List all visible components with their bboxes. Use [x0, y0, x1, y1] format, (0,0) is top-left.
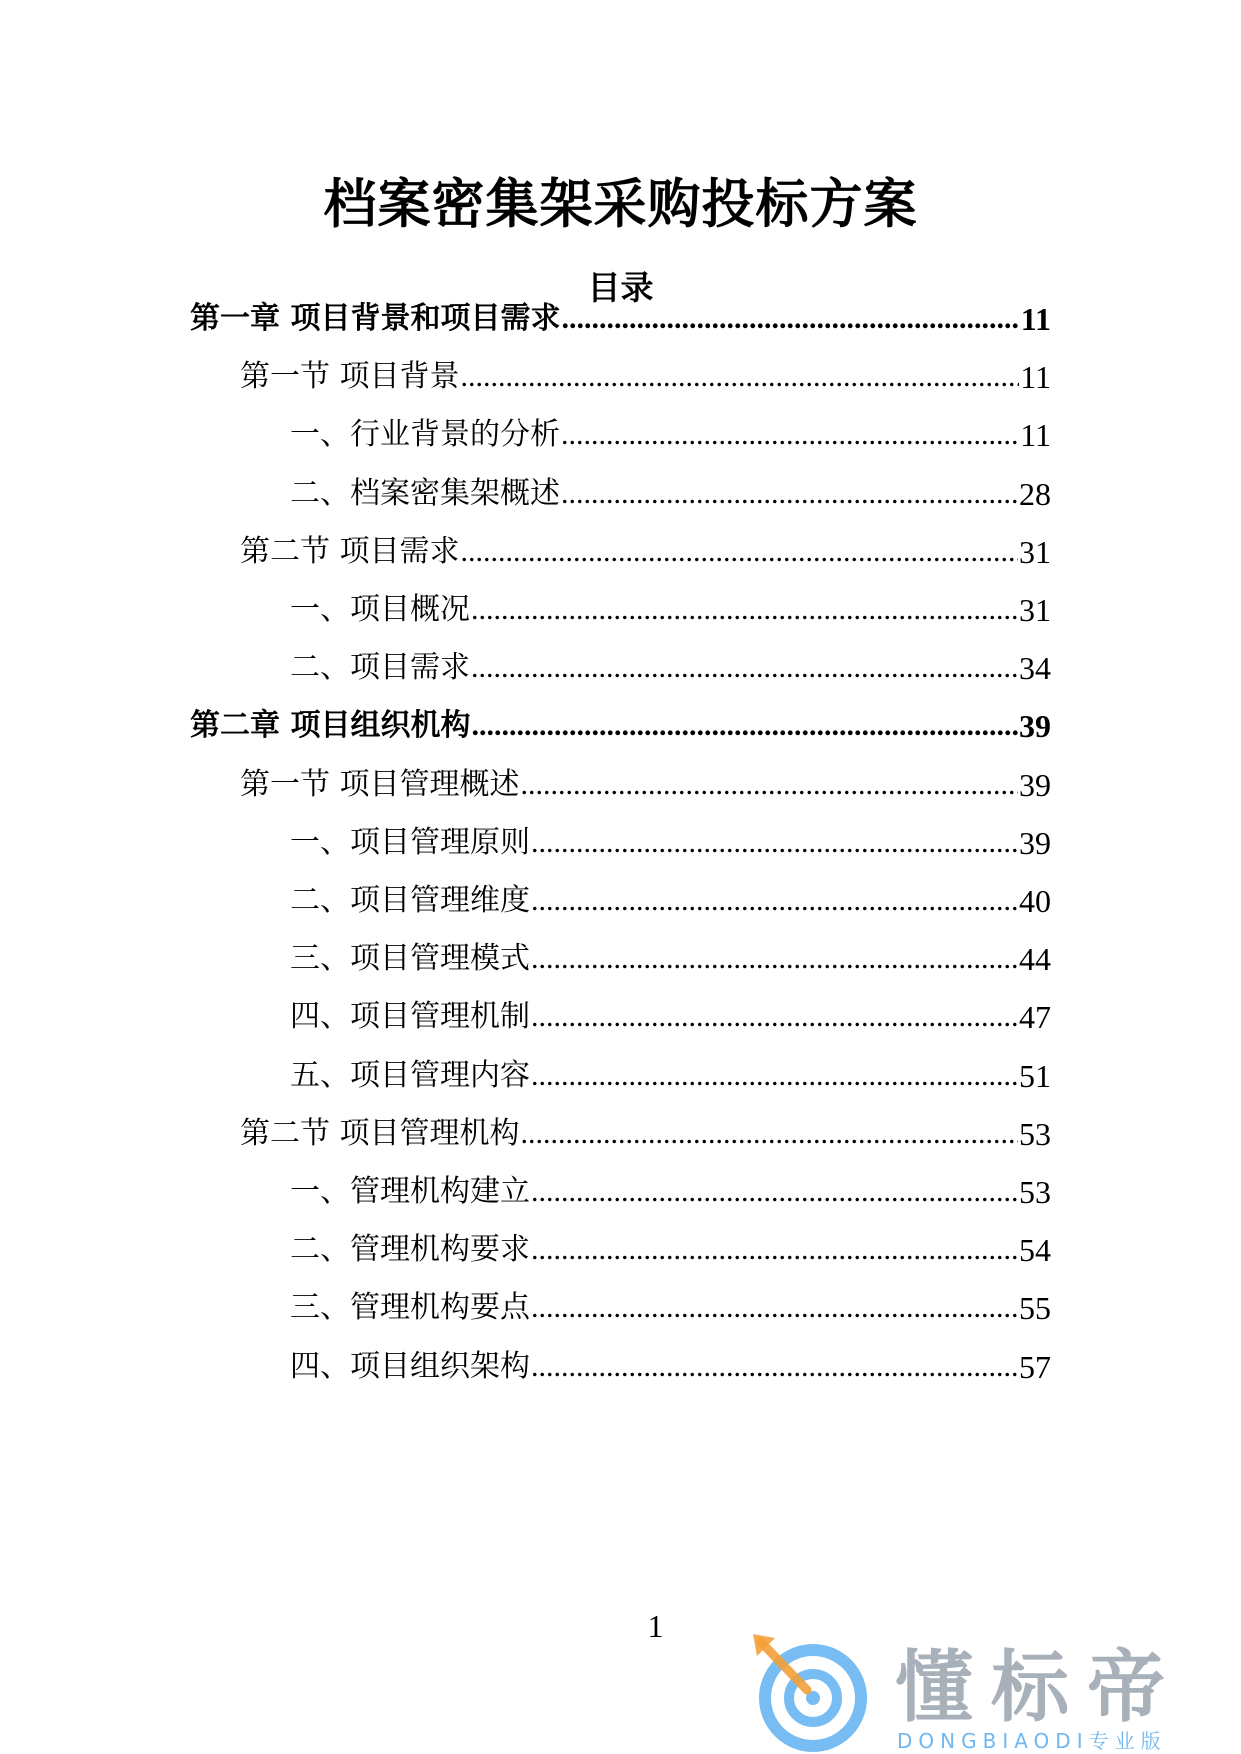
toc-page-number: 39	[1019, 824, 1051, 861]
document-title: 档案密集架采购投标方案	[323, 174, 918, 235]
toc-entry-text: 一、项目概况	[290, 592, 470, 627]
toc-dot-leader	[531, 997, 1018, 1037]
toc-entry[interactable]	[290, 411, 1051, 455]
toc-dot-leader	[461, 532, 1018, 572]
toc-entry[interactable]	[290, 993, 1051, 1037]
toc-entry-text: 二、档案密集架概述	[290, 475, 560, 511]
toc-dot-leader	[471, 590, 1018, 630]
toc-entry-text: 三、管理机构要点	[290, 1290, 530, 1326]
toc-page-number: 39	[1019, 766, 1051, 803]
toc-page-number: 34	[1019, 650, 1051, 687]
toc-dot-leader	[461, 357, 1020, 397]
toc-entry[interactable]	[290, 586, 1051, 630]
toc-entry-text: 第二节 项目管理机构	[240, 1115, 520, 1151]
toc-entry[interactable]	[290, 1052, 1051, 1096]
toc-page-number: 39	[1019, 708, 1051, 745]
toc-entry-text: 一、项目管理原则	[290, 824, 530, 860]
toc-entry[interactable]	[240, 1110, 1051, 1154]
toc-entry-text: 二、项目需求	[290, 650, 470, 686]
toc-page-number: 57	[1019, 1348, 1051, 1385]
toc-page-number: 11	[1020, 359, 1051, 396]
watermark-brand-name: 懂标帝	[895, 1643, 1184, 1733]
watermark	[745, 1628, 1225, 1754]
toc-entry[interactable]	[290, 470, 1051, 514]
toc-page-number: 28	[1019, 475, 1051, 512]
toc-dot-leader	[531, 881, 1018, 921]
toc-dot-leader	[521, 1114, 1018, 1154]
toc-entry[interactable]	[290, 935, 1051, 979]
toc-heading: 目录	[587, 268, 654, 307]
toc-entry-text: 第二章 项目组织机构	[190, 708, 471, 744]
toc-page-number: 11	[1020, 301, 1051, 337]
toc-entry-text: 一、行业背景的分析	[290, 417, 560, 453]
toc-page-number: 11	[1020, 417, 1051, 454]
toc-entry-text: 一、管理机构建立	[290, 1174, 530, 1209]
toc-entry[interactable]	[290, 819, 1051, 863]
toc-page-number: 44	[1019, 941, 1051, 978]
toc-page-number: 54	[1019, 1232, 1051, 1269]
toc-dot-leader	[471, 706, 1018, 746]
toc-entry[interactable]	[290, 877, 1051, 921]
toc-entry-text: 四、项目管理机制	[290, 999, 530, 1035]
toc-entry-text: 第一节 项目管理概述	[240, 766, 520, 802]
watermark-subtitle: DONGBIAODI专业版	[897, 1729, 1167, 1753]
toc-dot-leader	[521, 765, 1018, 805]
toc-dot-leader	[561, 299, 1019, 339]
toc-entry-text: 三、项目管理模式	[290, 941, 530, 977]
toc-page-number: 53	[1019, 1174, 1051, 1210]
toc-entry[interactable]	[240, 761, 1051, 805]
toc-dot-leader	[561, 474, 1018, 514]
toc-entry[interactable]	[240, 353, 1051, 397]
toc-entry-text: 第二节 项目需求	[240, 533, 460, 569]
toc-dot-leader	[561, 415, 1019, 455]
toc-dot-leader	[531, 939, 1018, 979]
toc-dot-leader	[531, 1172, 1018, 1212]
toc-dot-leader	[531, 823, 1018, 863]
toc-dot-leader	[471, 648, 1018, 688]
toc-page-number: 47	[1019, 999, 1051, 1036]
page-number: 1	[647, 1608, 664, 1644]
toc-entry[interactable]	[190, 295, 1051, 339]
toc-dot-leader	[531, 1347, 1018, 1387]
target-arrow-logo-icon	[745, 1628, 870, 1754]
toc-entry-text: 二、管理机构要求	[290, 1232, 530, 1268]
toc-entry-text: 四、项目组织架构	[290, 1348, 530, 1384]
toc-dot-leader	[531, 1288, 1018, 1328]
toc-page-number: 55	[1019, 1290, 1051, 1327]
toc-entry-text: 五、项目管理内容	[290, 1057, 530, 1093]
toc-page-number: 51	[1019, 1057, 1051, 1094]
toc-page-number: 40	[1019, 883, 1051, 919]
toc-entry-text: 二、项目管理维度	[290, 883, 530, 918]
toc-entry[interactable]	[290, 1168, 1051, 1212]
toc-entry[interactable]	[290, 1226, 1051, 1270]
toc-entry[interactable]	[290, 644, 1051, 688]
toc-entry[interactable]	[190, 702, 1051, 746]
toc-entry[interactable]	[290, 1343, 1051, 1387]
toc-dot-leader	[531, 1230, 1018, 1270]
toc-entry-text: 第一节 项目背景	[240, 359, 460, 395]
toc-dot-leader	[531, 1056, 1018, 1096]
toc-entry-text: 第一章 项目背景和项目需求	[190, 301, 561, 336]
toc-page-number: 31	[1019, 592, 1051, 628]
toc-entry[interactable]	[240, 528, 1051, 572]
toc-page-number: 31	[1019, 533, 1051, 570]
toc-page-number: 53	[1019, 1115, 1051, 1152]
toc-entry[interactable]	[290, 1284, 1051, 1328]
